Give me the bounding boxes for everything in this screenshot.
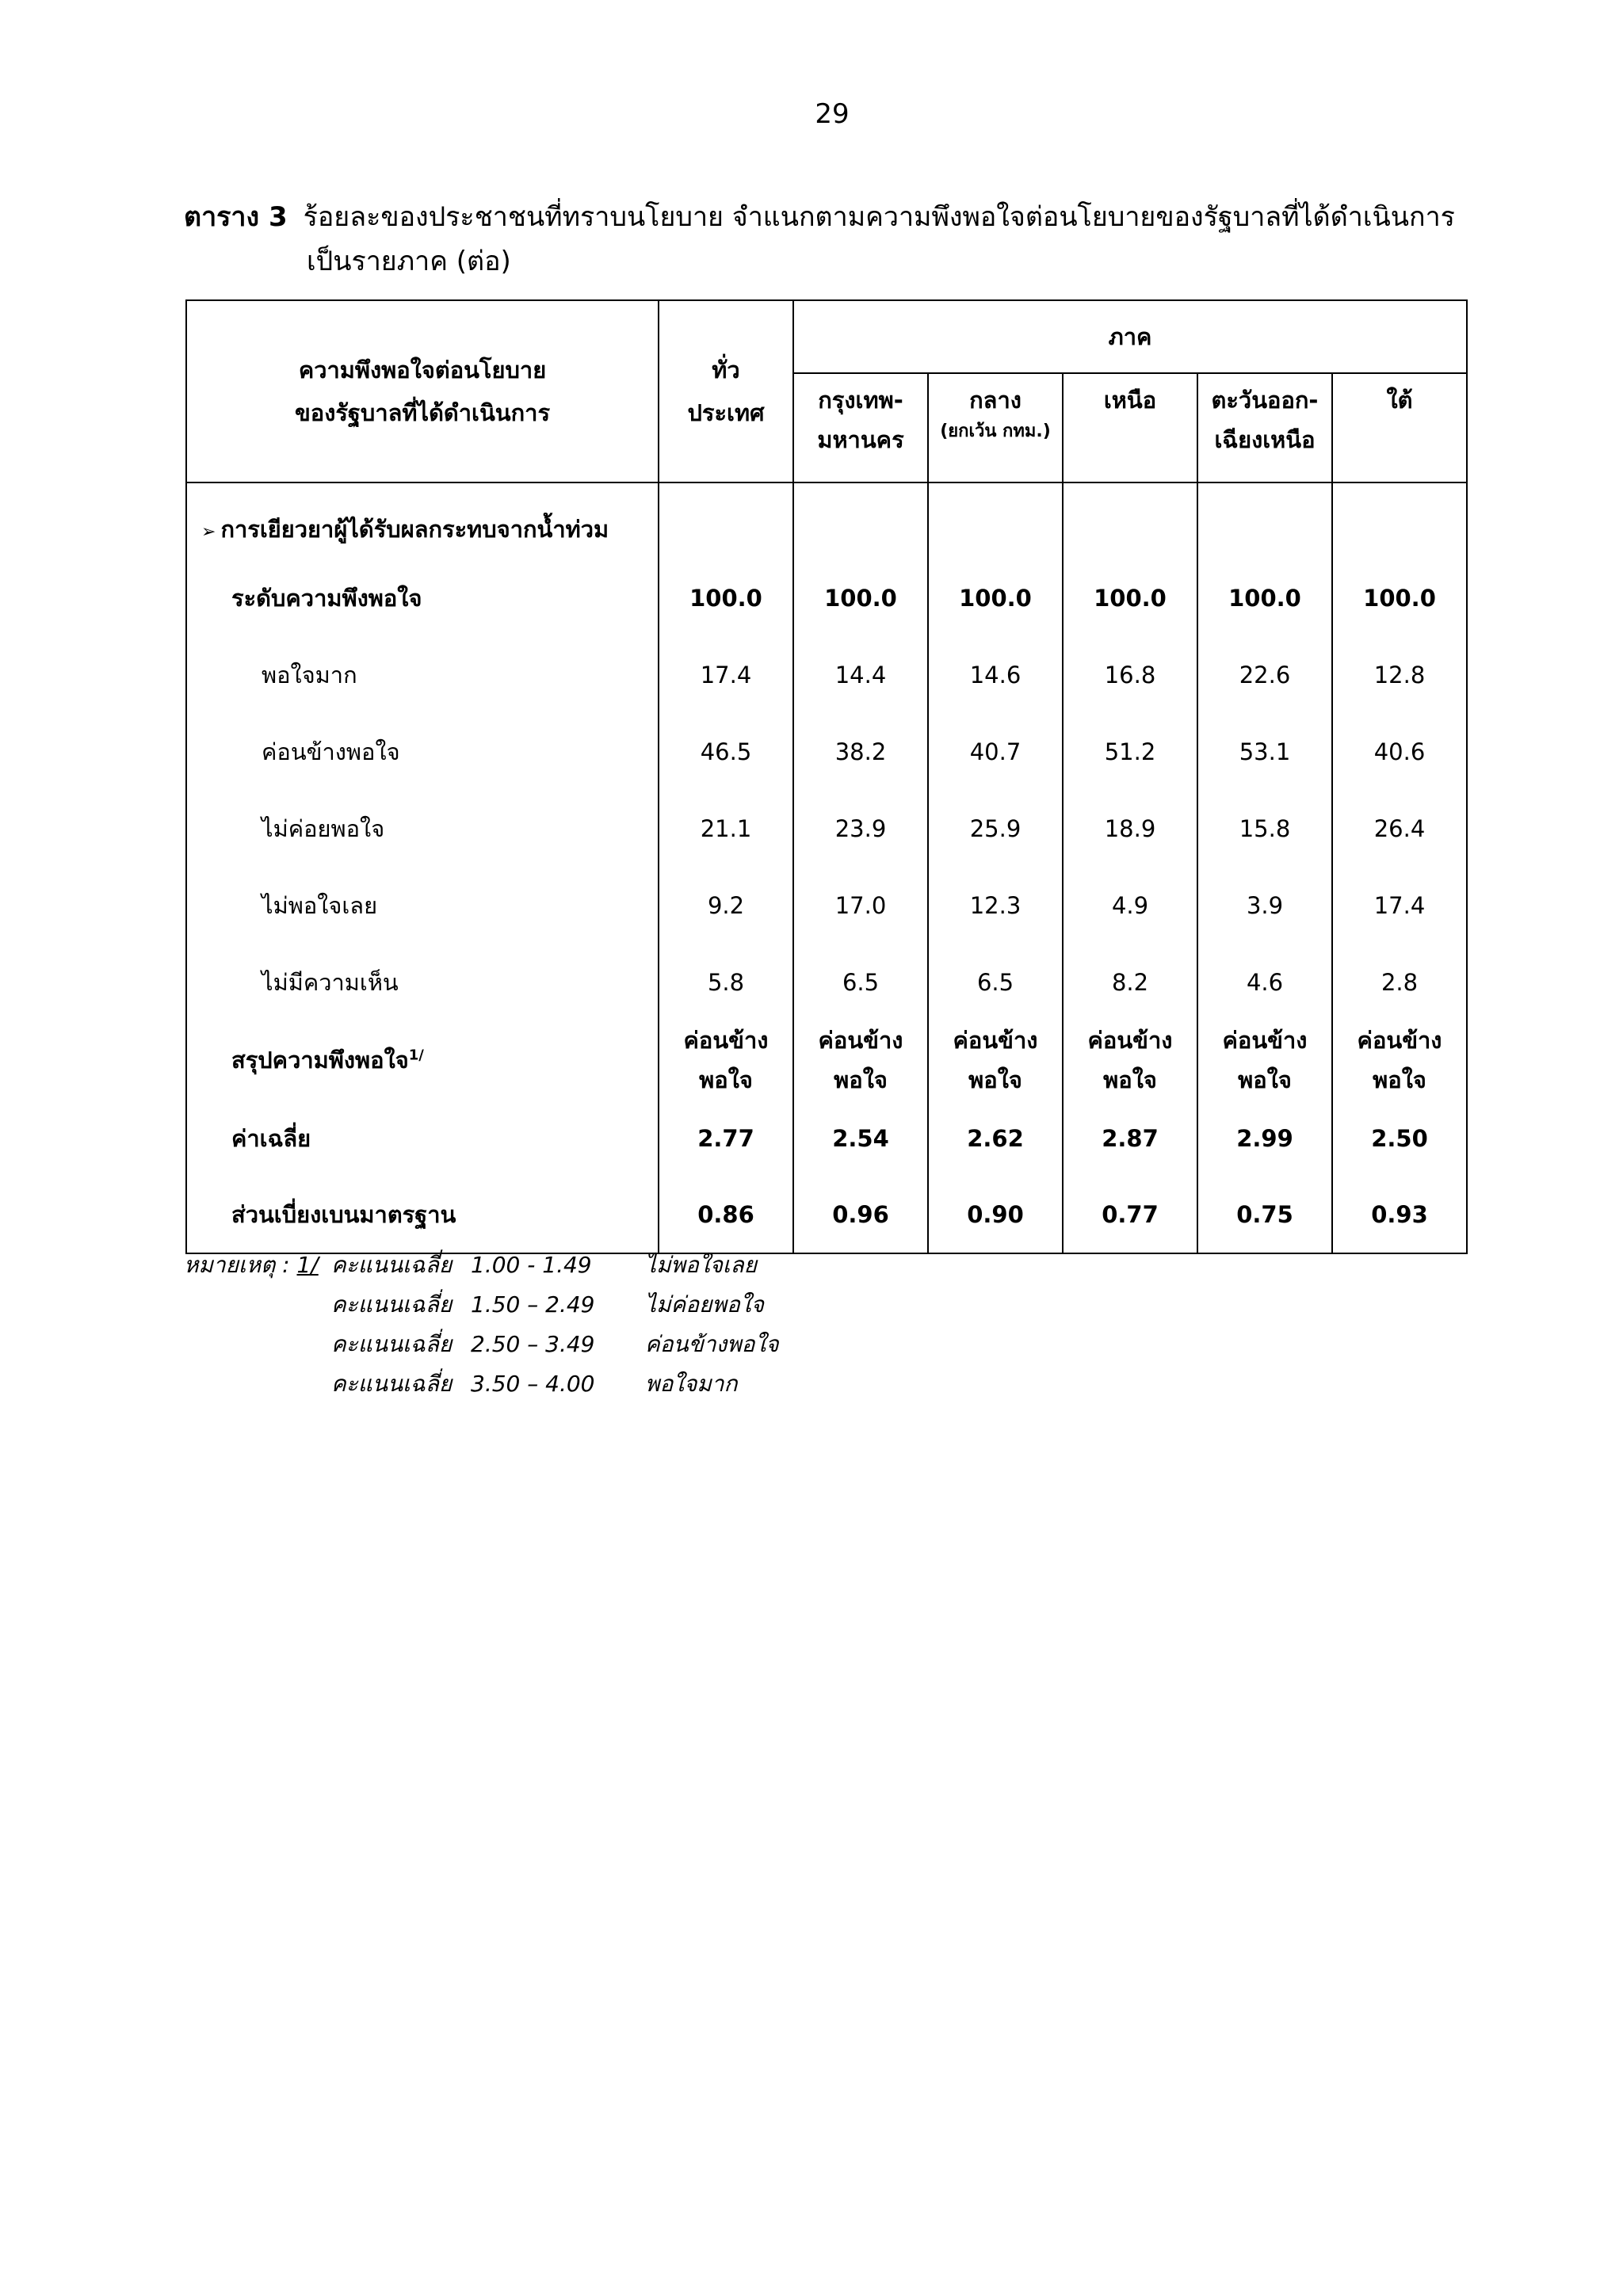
value-cell: 46.5 <box>659 713 793 790</box>
value-cell: 40.6 <box>1332 713 1467 790</box>
table-row <box>186 636 1467 713</box>
row-label: ไม่พอใจเลย <box>186 867 659 944</box>
header-region-line1: กรุงเทพ- <box>818 387 903 414</box>
value-cell: 8.2 <box>1063 944 1197 1020</box>
footnote-line <box>184 1245 779 1285</box>
empty-cell <box>1332 482 1467 559</box>
row-label: ไม่ค่อยพอใจ <box>186 790 659 867</box>
summary-line2: พอใจ <box>1373 1066 1426 1093</box>
header-region-note: (ยกเว้น กทม.) <box>940 421 1051 441</box>
footnote-term: คะแนนเฉลี่ย <box>331 1252 453 1278</box>
header-region-line2: มหานคร <box>817 426 904 453</box>
row-label <box>186 482 659 559</box>
table-caption <box>184 195 1491 284</box>
header-region-0 <box>793 373 928 482</box>
value-cell: 38.2 <box>793 713 928 790</box>
header-region-1 <box>928 373 1063 482</box>
footnote-term: คะแนนเฉลี่ย <box>331 1371 453 1397</box>
header-region-2 <box>1063 373 1197 482</box>
summary-cell <box>1332 1020 1467 1100</box>
row-label: ค่อนข้างพอใจ <box>186 713 659 790</box>
footnote-ref: 1/ <box>296 1252 319 1278</box>
empty-cell <box>659 482 793 559</box>
footnote-prefix <box>184 1245 331 1285</box>
summary-line1: ค่อนข้าง <box>1222 1027 1308 1054</box>
value-cell: 23.9 <box>793 790 928 867</box>
row-label: พอใจมาก <box>186 636 659 713</box>
header-region-4 <box>1332 373 1467 482</box>
footnote-meaning: ไม่พอใจเลย <box>645 1252 758 1278</box>
section-row <box>186 482 1467 559</box>
summary-line1: ค่อนข้าง <box>1087 1027 1173 1054</box>
footnote-range: 3.50 – 4.00 <box>471 1371 595 1397</box>
summary-cell <box>1063 1020 1197 1100</box>
value-cell: 16.8 <box>1063 636 1197 713</box>
value-cell: 0.90 <box>928 1177 1063 1253</box>
value-cell: 6.5 <box>928 944 1063 1020</box>
value-cell: 17.4 <box>1332 867 1467 944</box>
value-cell: 4.9 <box>1063 867 1197 944</box>
value-cell: 5.8 <box>659 944 793 1020</box>
value-cell: 2.62 <box>928 1100 1063 1177</box>
header-region-group: ภาค <box>793 300 1467 373</box>
summary-line2: พอใจ <box>1238 1066 1292 1093</box>
footnote-meaning: พอใจมาก <box>645 1371 738 1397</box>
footnote-line <box>184 1285 779 1325</box>
caption-line2: เป็นรายภาค (ต่อ) <box>307 246 511 277</box>
footnote-term: คะแนนเฉลี่ย <box>331 1291 453 1318</box>
value-cell: 100.0 <box>1063 559 1197 636</box>
header-nationwide-line1: ทั่ว <box>712 357 740 383</box>
level-row <box>186 559 1467 636</box>
caption-label: ตาราง 3 <box>184 201 288 233</box>
value-cell: 2.50 <box>1332 1100 1467 1177</box>
value-cell: 2.54 <box>793 1100 928 1177</box>
value-cell: 9.2 <box>659 867 793 944</box>
value-cell: 51.2 <box>1063 713 1197 790</box>
footnote-indent <box>184 1364 331 1404</box>
empty-cell <box>793 482 928 559</box>
value-cell: 25.9 <box>928 790 1063 867</box>
header-policy-line1: ความพึงพอใจต่อนโยบาย <box>298 357 547 383</box>
summary-footnote-ref: 1/ <box>408 1047 424 1064</box>
value-cell: 0.86 <box>659 1177 793 1253</box>
footnote-meaning: ไม่ค่อยพอใจ <box>645 1291 764 1318</box>
value-cell: 100.0 <box>1197 559 1332 636</box>
row-label <box>186 1020 659 1100</box>
summary-line2: พอใจ <box>699 1066 753 1093</box>
value-cell: 3.9 <box>1197 867 1332 944</box>
summary-line2: พอใจ <box>968 1066 1022 1093</box>
value-cell: 0.96 <box>793 1177 928 1253</box>
empty-cell <box>1197 482 1332 559</box>
header-policy-line2: ของรัฐบาลที่ได้ดำเนินการ <box>294 399 551 426</box>
arrow-icon: ➢ <box>201 522 216 542</box>
summary-line2: พอใจ <box>1103 1066 1157 1093</box>
summary-cell <box>928 1020 1063 1100</box>
row-label: ส่วนเบี่ยงเบนมาตรฐาน <box>186 1177 659 1253</box>
footnote-line <box>184 1325 779 1364</box>
footnote-meaning: ค่อนข้างพอใจ <box>645 1331 779 1357</box>
value-cell: 2.77 <box>659 1100 793 1177</box>
table-row <box>186 867 1467 944</box>
value-cell: 100.0 <box>793 559 928 636</box>
section-title: การเยียวยาผู้ได้รับผลกระทบจากน้ำท่วม <box>220 516 609 543</box>
satisfaction-table <box>185 299 1468 1254</box>
header-region-line2: เฉียงเหนือ <box>1214 426 1316 453</box>
footnote-range: 1.50 – 2.49 <box>471 1291 595 1318</box>
value-cell: 40.7 <box>928 713 1063 790</box>
value-cell: 2.8 <box>1332 944 1467 1020</box>
value-cell: 22.6 <box>1197 636 1332 713</box>
header-region-line1: เหนือ <box>1103 387 1157 414</box>
value-cell: 15.8 <box>1197 790 1332 867</box>
summary-cell <box>659 1020 793 1100</box>
value-cell: 12.3 <box>928 867 1063 944</box>
value-cell: 14.4 <box>793 636 928 713</box>
value-cell: 2.99 <box>1197 1100 1332 1177</box>
value-cell: 0.75 <box>1197 1177 1332 1253</box>
empty-cell <box>928 482 1063 559</box>
mean-row <box>186 1100 1467 1177</box>
summary-line1: ค่อนข้าง <box>953 1027 1038 1054</box>
header-region-3 <box>1197 373 1332 482</box>
header-region-line1: กลาง <box>969 387 1022 414</box>
row-label: ไม่มีความเห็น <box>186 944 659 1020</box>
value-cell: 14.6 <box>928 636 1063 713</box>
table-row <box>186 944 1467 1020</box>
value-cell: 0.77 <box>1063 1177 1197 1253</box>
summary-cell <box>1197 1020 1332 1100</box>
footnote-indent <box>184 1325 331 1364</box>
header-nationwide <box>659 300 793 482</box>
value-cell: 100.0 <box>1332 559 1467 636</box>
value-cell: 100.0 <box>659 559 793 636</box>
summary-line1: ค่อนข้าง <box>1357 1027 1442 1054</box>
value-cell: 100.0 <box>928 559 1063 636</box>
footnote <box>184 1245 779 1404</box>
footnote-indent <box>184 1285 331 1325</box>
header-policy <box>186 300 659 482</box>
value-cell: 4.6 <box>1197 944 1332 1020</box>
footnote-range: 1.00 - 1.49 <box>471 1252 592 1278</box>
footnote-term: คะแนนเฉลี่ย <box>331 1331 453 1357</box>
page-number: 29 <box>815 98 850 130</box>
summary-row <box>186 1020 1467 1100</box>
row-label: ค่าเฉลี่ย <box>186 1100 659 1177</box>
summary-cell <box>793 1020 928 1100</box>
header-region-line1: ใต้ <box>1386 387 1413 414</box>
empty-cell <box>1063 482 1197 559</box>
header-region-line1: ตะวันออก- <box>1211 387 1319 414</box>
header-nationwide-line2: ประเทศ <box>687 399 765 426</box>
footnote-range: 2.50 – 3.49 <box>471 1331 595 1357</box>
row-label: ระดับความพึงพอใจ <box>186 559 659 636</box>
caption-line1: ร้อยละของประชาชนที่ทราบนโยบาย จำแนกตามความพึงพอใจต่อนโยบายของรัฐบาลที่ได้ดำเนินการ <box>303 201 1455 233</box>
value-cell: 18.9 <box>1063 790 1197 867</box>
table-row <box>186 790 1467 867</box>
value-cell: 2.87 <box>1063 1100 1197 1177</box>
value-cell: 0.93 <box>1332 1177 1467 1253</box>
value-cell: 17.0 <box>793 867 928 944</box>
summary-line1: ค่อนข้าง <box>683 1027 769 1054</box>
footnote-label: หมายเหตุ : <box>184 1252 290 1278</box>
sd-row <box>186 1177 1467 1253</box>
footnote-line <box>184 1364 779 1404</box>
value-cell: 12.8 <box>1332 636 1467 713</box>
summary-label: สรุปความพึงพอใจ <box>231 1047 409 1074</box>
summary-line1: ค่อนข้าง <box>818 1027 903 1054</box>
summary-line2: พอใจ <box>834 1066 888 1093</box>
value-cell: 21.1 <box>659 790 793 867</box>
value-cell: 17.4 <box>659 636 793 713</box>
value-cell: 6.5 <box>793 944 928 1020</box>
value-cell: 26.4 <box>1332 790 1467 867</box>
value-cell: 53.1 <box>1197 713 1332 790</box>
table-row <box>186 713 1467 790</box>
